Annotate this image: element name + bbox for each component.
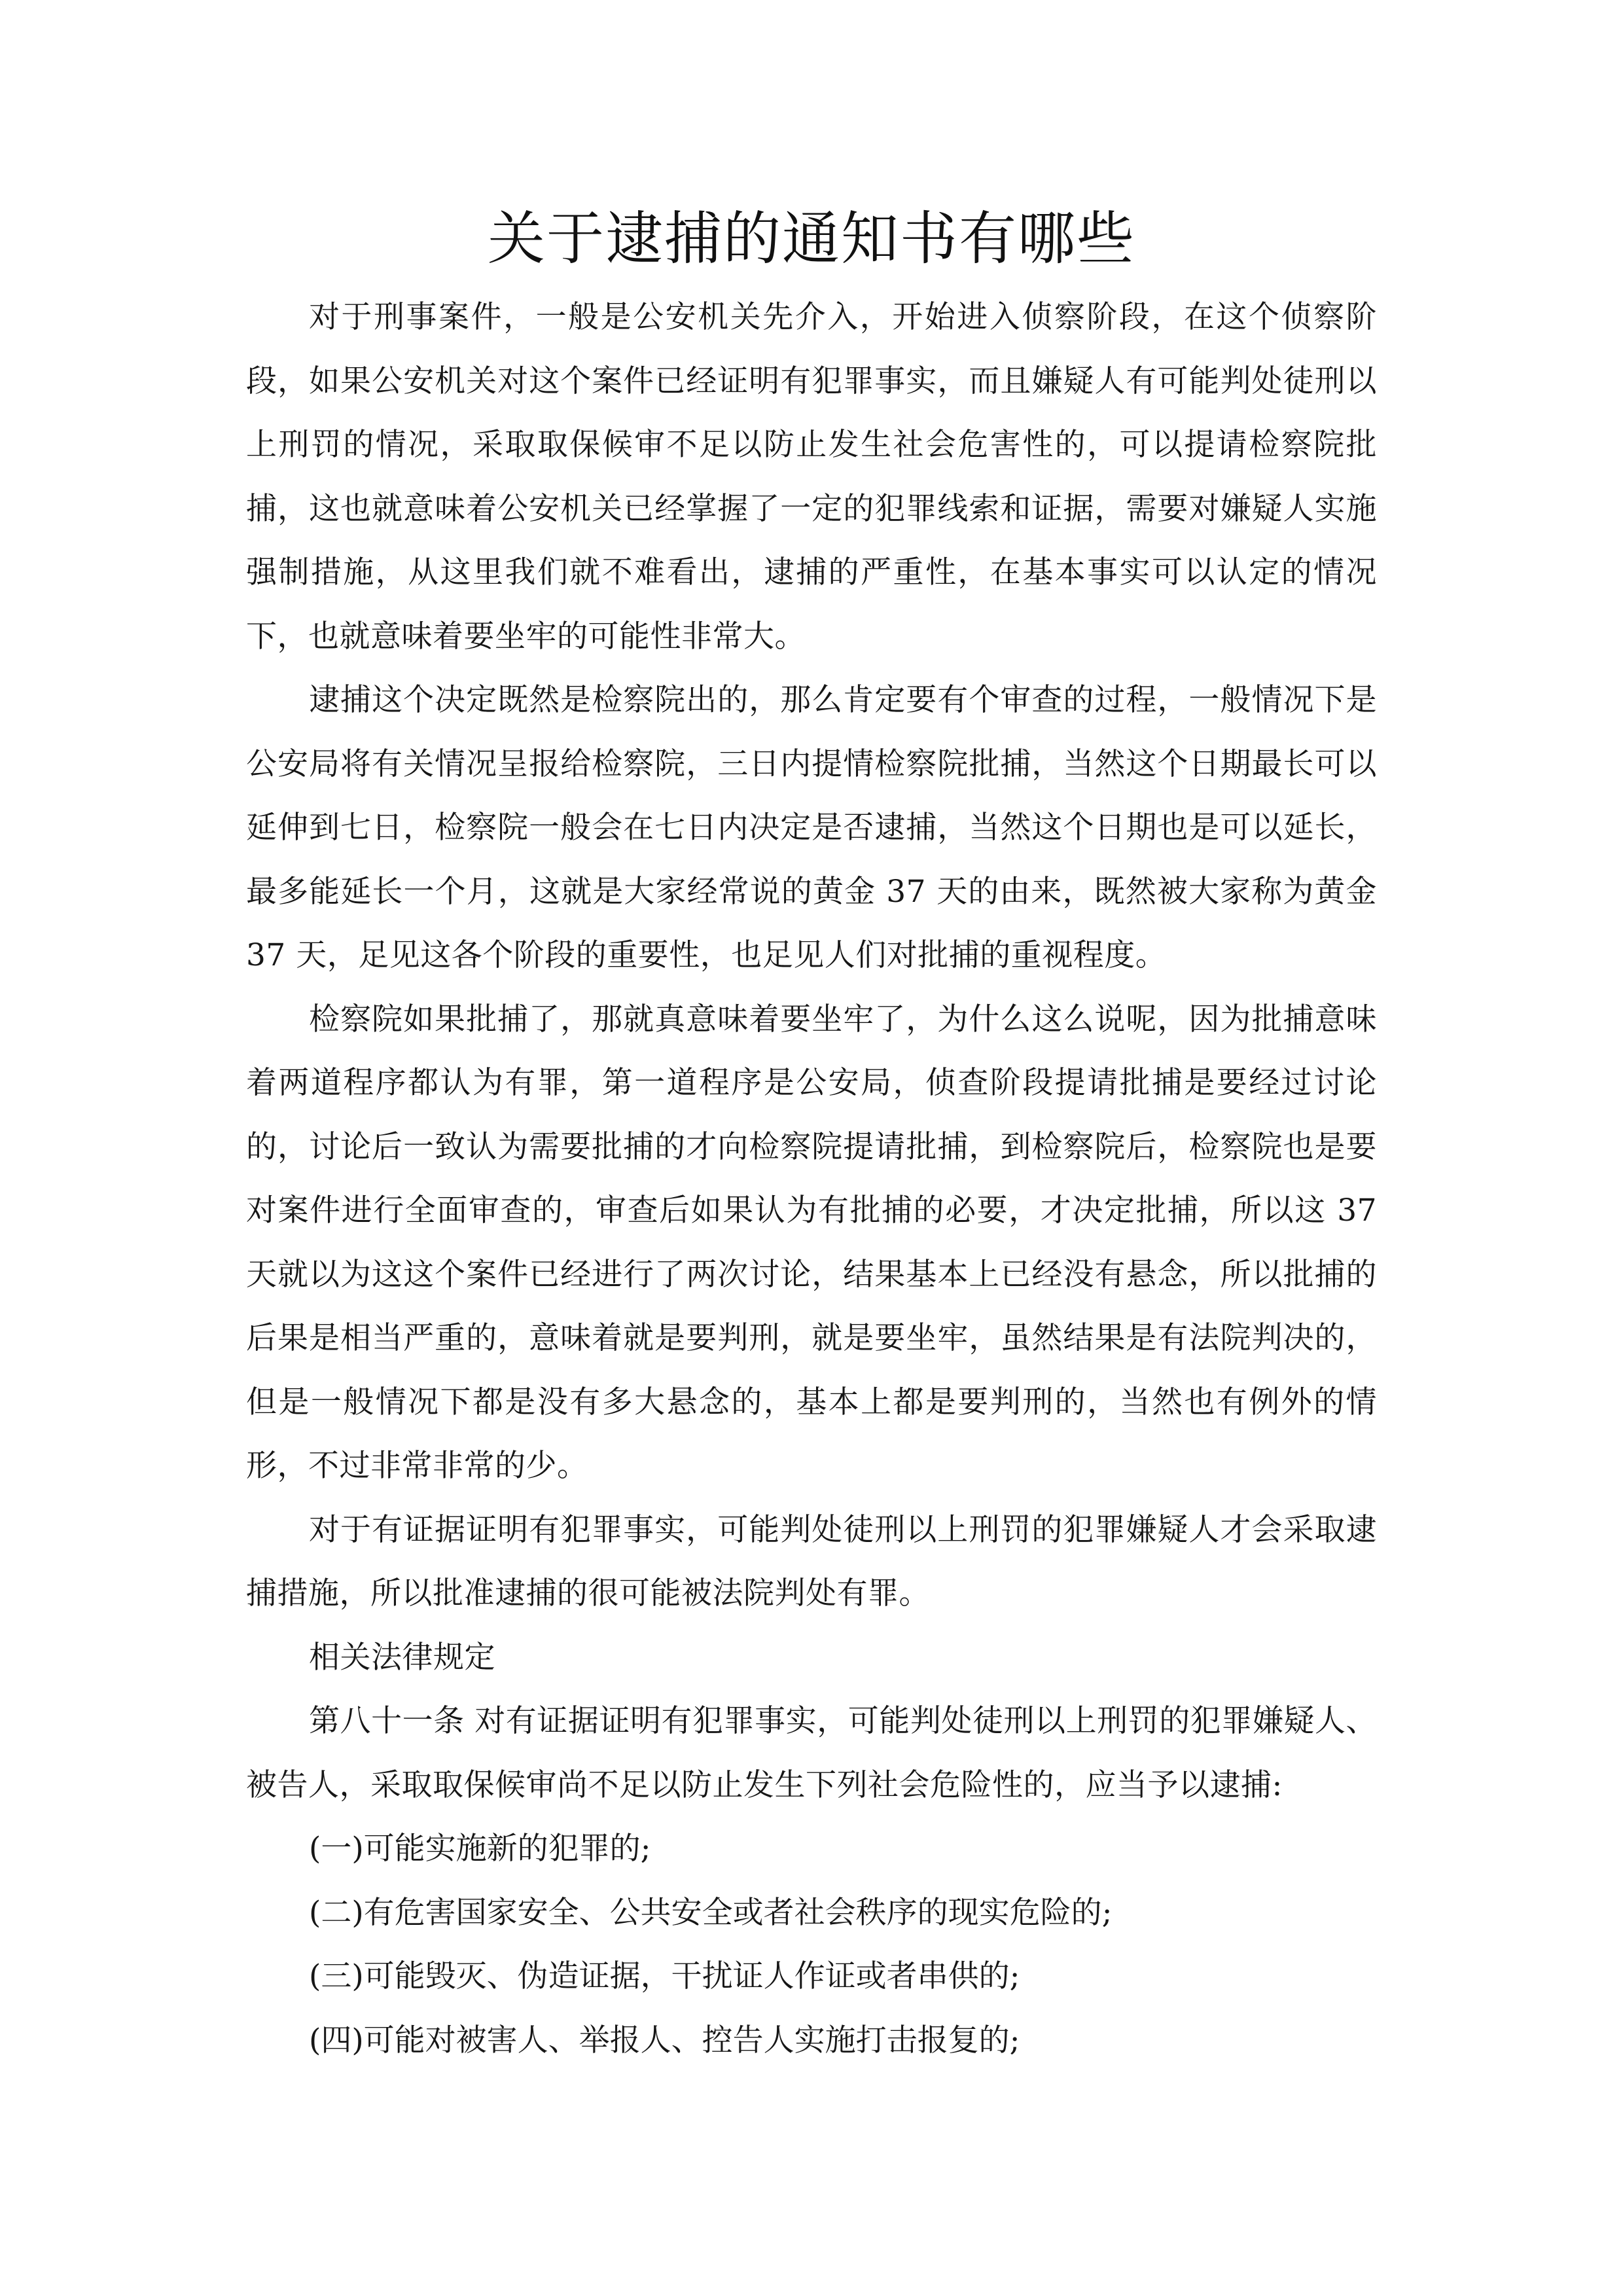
paragraph-investigation: 对于刑事案件，一般是公安机关先介入，开始进入侦察阶段，在这个侦察阶段，如果公安机关对这个案件已经证明有犯罪事实，而且嫌疑人有可能判处徒刑以上刑罚的情况，采取取保候审不足以防止发生社会危害性的，可以提请检察院批捕，这也就意味着公安机关已经掌握了一定的犯罪线索和证据，需要对嫌疑人实施强制措施，从这里我们就不难看出，逮捕的严重性，在基本事实可以认定的情况下，也就意味着要坐牢的可能性非常大。: [246, 299, 1377, 655]
article-item-2: (二)有危害国家安全、公共安全或者社会秩序的现实危险的;: [309, 1894, 1113, 1931]
article-item-3: (三)可能毁灭、伪造证据，干扰证人作证或者串供的;: [309, 1958, 1020, 1994]
document-title: 关于逮捕的通知书有哪些: [487, 205, 1135, 272]
article-item-4: (四)可能对被害人、举报人、控告人实施打击报复的;: [309, 2022, 1020, 2058]
article-item-1: (一)可能实施新的犯罪的;: [309, 1831, 651, 1867]
paragraph-review-process: 逮捕这个决定既然是检察院出的，那么肯定要有个审查的过程，一般情况下是公安局将有关情况呈报给检察院，三日内提情检察院批捕，当然这个日期最长可以延伸到七日，检察院一般会在七日内决定是否逮捕，当然这个日期也是可以延长，最多能延长一个月，这就是大家经常说的黄金 37 天的由来，既然被大家称为黄金 37 天，足见这各个阶段的重要性，也足见人们对批捕的重视程度。: [246, 682, 1377, 973]
article-81: 第八十一条 对有证据证明有犯罪事实，可能判处徒刑以上刑罚的犯罪嫌疑人、被告人，采取取保候审尚不足以防止发生下列社会危险性的，应当予以逮捕:: [246, 1703, 1377, 1803]
paragraph-conclusion: 对于有证据证明有犯罪事实，可能判处徒刑以上刑罚的犯罪嫌疑人才会采取逮捕措施，所以批准逮捕的很可能被法院判处有罪。: [246, 1511, 1377, 1611]
section-heading: 相关法律规定: [309, 1639, 495, 1676]
document-body: [246, 285, 1377, 2072]
paragraph-approval-meaning: 检察院如果批捕了，那就真意味着要坐牢了，为什么这么说呢，因为批捕意味着两道程序都认为有罪，第一道程序是公安局，侦查阶段提请批捕是要经过讨论的，讨论后一致认为需要批捕的才向检察院提请批捕，到检察院后，检察院也是要对案件进行全面审查的，审查后如果认为有批捕的必要，才决定批捕，所以这 37 天就以为这这个案件已经进行了两次讨论，结果基本上已经没有悬念，所以批捕的后果是相当严重的，意味着就是要判刑，就是要坐牢，虽然结果是有法院判决的，但是一般情况下都是没有多大悬念的，基本上都是要判刑的，当然也有例外的情形，不过非常非常的少。: [246, 1001, 1377, 1484]
